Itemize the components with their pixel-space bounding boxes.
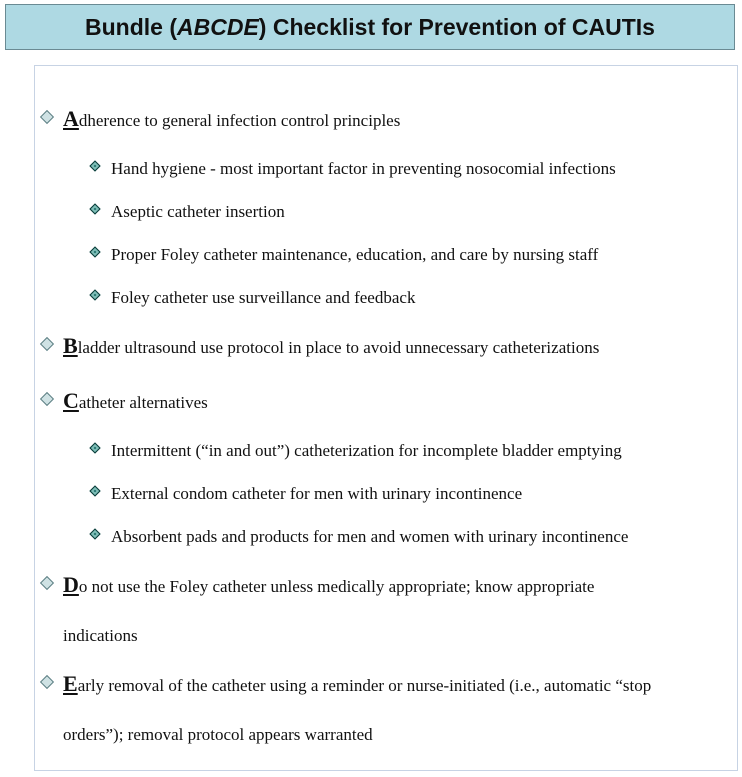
subitem (111, 485, 522, 502)
item-text: o not use the Foley catheter unless medically appropriate; know appropriate (78, 577, 595, 596)
item-continuation: indications (63, 626, 138, 645)
subitem (111, 289, 415, 306)
item-text: arly removal of the catheter using a reminder or nurse-initiated (i.e., automatic “stop (77, 676, 652, 695)
title-emphasis: ABCDE (177, 13, 259, 40)
title-suffix: ) Checklist for Prevention of CAUTIs (258, 13, 655, 40)
subitem (111, 246, 598, 263)
subitem-text: Aseptic catheter insertion (111, 202, 285, 221)
item-continuation: orders”); removal protocol appears warranted (63, 725, 373, 744)
item-letter: B (63, 333, 78, 358)
subitem-text: External condom catheter for men with urinary incontinence (111, 484, 523, 503)
checklist-item-e (63, 673, 651, 695)
checklist-item-d-continuation (63, 627, 138, 644)
subitem-text: Hand hygiene - most important factor in preventing nosocomial infections (111, 159, 616, 178)
item-letter: A (63, 106, 79, 131)
item-text: atheter alternatives (78, 393, 208, 412)
checklist-item-b (63, 335, 599, 357)
subitem (111, 203, 285, 220)
subitem-text: Intermittent (“in and out”) catheterization for incomplete bladder emptying (111, 441, 622, 460)
title-prefix: Bundle ( (85, 13, 178, 40)
subitem (111, 442, 622, 459)
subitem-text: Proper Foley catheter maintenance, education, and care by nursing staff (111, 245, 599, 264)
checklist-item-d (63, 574, 594, 596)
checklist-item-e-continuation (63, 726, 373, 743)
subitem (111, 528, 628, 545)
checklist-item-a (63, 108, 400, 130)
item-text: dherence to general infection control principles (78, 111, 401, 130)
title-banner (5, 4, 735, 50)
subitem-text: Absorbent pads and products for men and women with urinary incontinence (111, 527, 629, 546)
subitem-text: Foley catheter use surveillance and feedback (111, 288, 416, 307)
checklist-item-c (63, 390, 208, 412)
item-letter: D (63, 572, 79, 597)
item-letter: E (63, 671, 78, 696)
page-title (85, 14, 655, 41)
item-text: ladder ultrasound use protocol in place to avoid unnecessary catheterizations (77, 338, 600, 357)
subitem (111, 160, 616, 177)
item-letter: C (63, 388, 79, 413)
